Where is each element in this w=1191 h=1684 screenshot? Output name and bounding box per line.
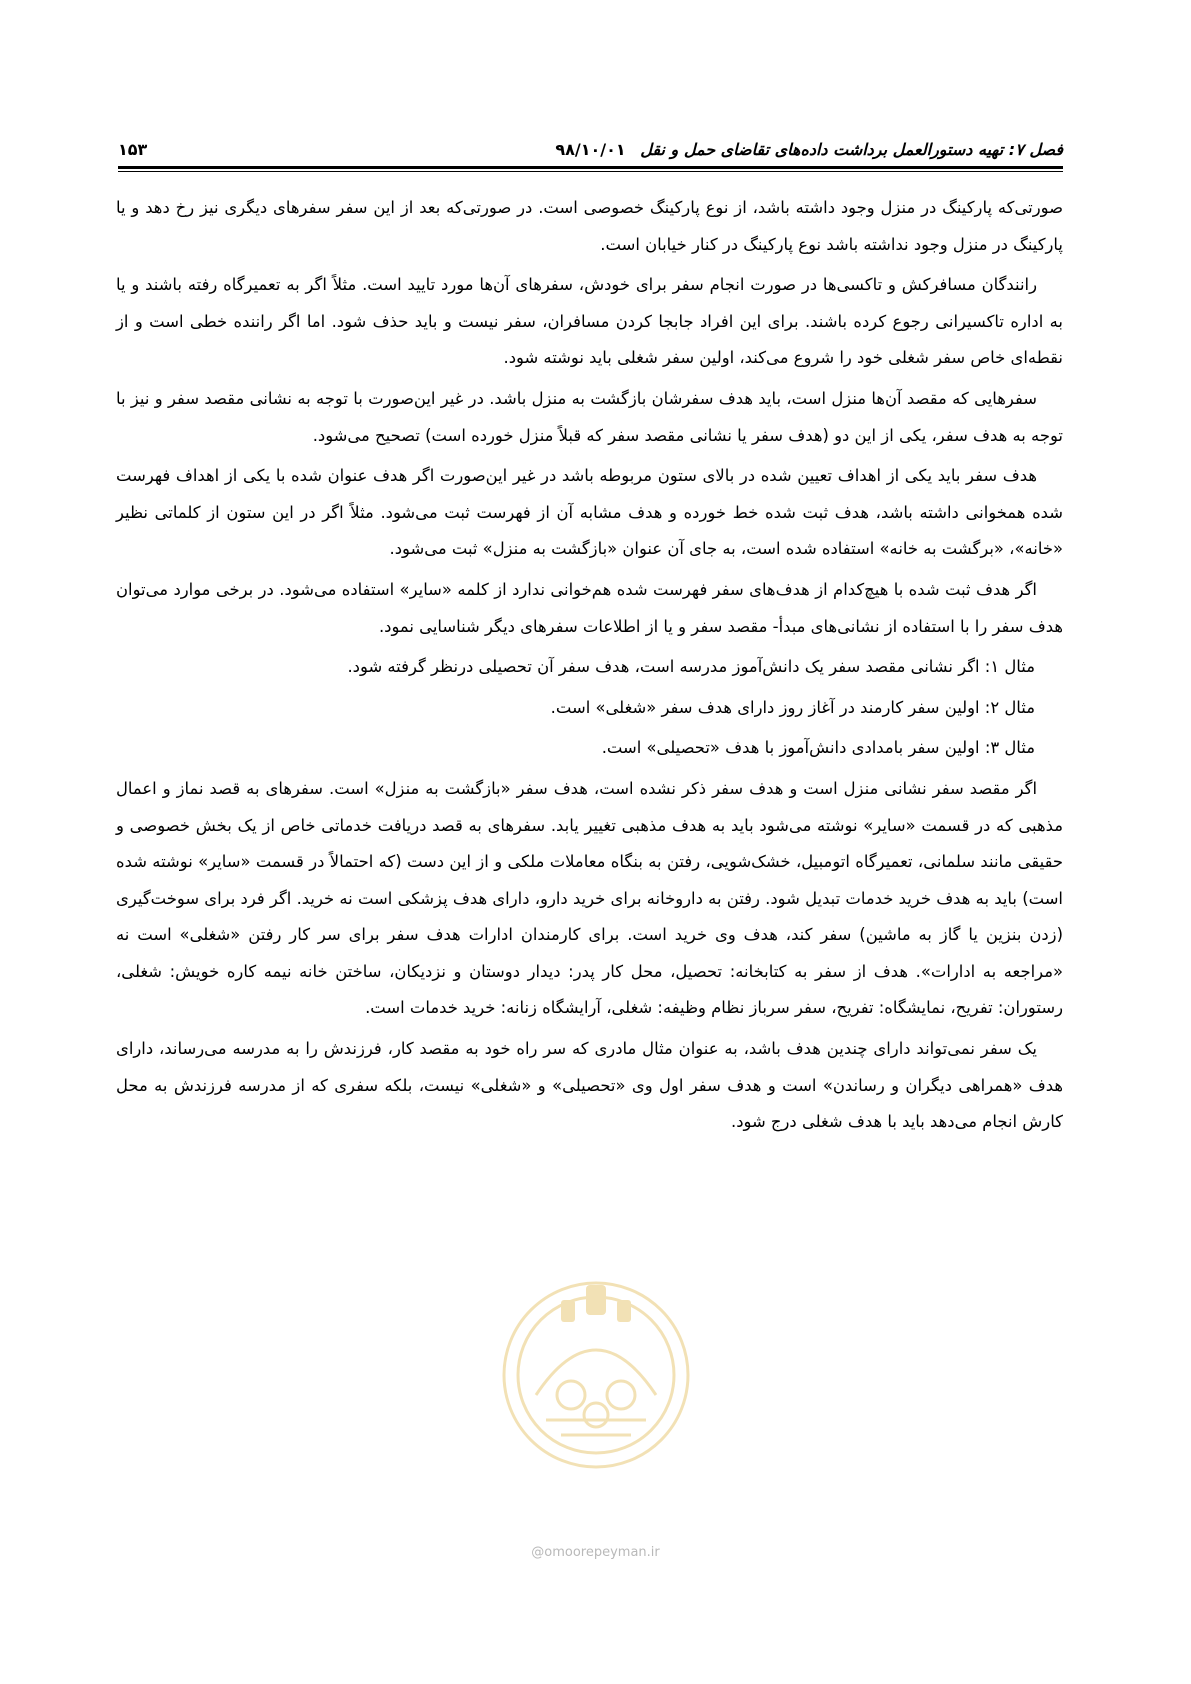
paragraph: اگر هدف ثبت شده با هیچ‌کدام از هدف‌های سفر فهرست شده هم‌خوانی ندارد از کلمه «سایر» استفاده می‌شود. در برخی موارد می‌توان هدف سفر را با استفاده از نشانی‌های مبدأ- مقصد سفر و یا از اطلاعات سفرهای دیگر شناسایی نمود.	[116, 579, 1063, 636]
header-rule-thick	[118, 166, 1063, 169]
watermark-site: @omoorepeyman.ir	[531, 1545, 660, 1560]
paragraph: سفرهایی که مقصد آن‌ها منزل است، باید هدف سفرشان بازگشت به منزل باشد. در غیر این‌صورت با توجه به نشانی مقصد سفر و نیز با توجه به هدف سفر، یکی از این دو (هدف سفر یا نشانی مقصد سفر که قبلاً منزل خورده است) تصحیح می‌شود.	[116, 388, 1063, 445]
watermark-logo-icon	[476, 1245, 716, 1485]
paragraph: اگر مقصد سفر نشانی منزل است و هدف سفر ذکر نشده است، هدف سفر «بازگشت به منزل» است. سفرهای به قصد نماز و اعمال مذهبی که در قسمت «سایر» نوشته می‌شود باید به هدف مذهبی تغییر یابد. سفرهای به قصد دریافت خدماتی خاص از یک بخش خصوصی و حقیقی مانند سلمانی، تعمیرگاه اتومبیل، خشک‌شویی، رفتن به بنگاه معاملات ملکی و از این دست (که احتمالاً در قسمت «سایر» نوشته شده است) باید به هدف خرید خدمات تبدیل شود. رفتن به داروخانه برای خرید دارو، دارای هدف پزشکی است نه خرید. اگر فرد برای سوخت‌گیری (زدن بنزین یا گاز به ماشین) سفر کند، هدف وی خرید است. برای کارمندان ادارات هدف سفر برای سر کار رفتن «شغلی» است نه «مراجعه به ادارات». هدف از سفر به کتابخانه: تحصیل، محل کار پدر: دیدار دوستان و نزدیکان، ساختن خانه نیمه کاره خویش: شغلی، رستوران: تفریح، نمایشگاه: تفریح، سفر سرباز نظام وظیفه: شغلی، آرایشگاه زنانه: خرید خدمات است.	[116, 778, 1063, 1018]
example-item: مثال ۲: اولین سفر کارمند در آغاز روز دارای هدف سفر «شغلی» است.	[550, 697, 1035, 717]
example-item: مثال ۱: اگر نشانی مقصد سفر یک دانش‌آموز مدرسه است، هدف سفر آن تحصیلی درنظر گرفته شود.	[347, 657, 1035, 677]
paragraph: هدف سفر باید یکی از اهداف تعیین شده در بالای ستون مربوطه باشد در غیر این‌صورت اگر هدف عنوان شده با یکی از اهداف فهرست شده همخوانی داشته باشد، هدف ثبت شده خط خورده و هدف مشابه آن از فهرست ثبت می‌شود. مثلاً اگر در این ستون از کلماتی نظیر «خانه»، «برگشت به خانه» استفاده شده است، به جای آن عنوان «بازگشت به منزل» ثبت می‌شود.	[116, 466, 1063, 559]
paragraph: یک سفر نمی‌تواند دارای چندین هدف باشد، به عنوان مثال مادری که سر راه خود به مقصد کار، فرزندش را به مدرسه می‌رساند، دارای هدف «همراهی دیگران و رساندن» است و هدف سفر اول وی «تحصیلی» و «شغلی» نیست، بلکه سفری که از مدرسه فرزندش به محل کارش انجام می‌دهد باید با هدف شغلی درج شود.	[116, 1039, 1063, 1132]
page-header	[118, 132, 1063, 166]
paragraph: رانندگان مسافرکش و تاکسی‌ها در صورت انجام سفر برای خودش، سفرهای آن‌ها مورد تایید است. مثلاً اگر به تعمیرگاه رفته باشند و یا به اداره تاکسیرانی رجوع کرده باشند. برای این افراد جابجا کردن مسافران، سفر نیست و باید حذف شود. اما اگر راننده خطی است و از نقطه‌ای خاص سفر شغلی خود را شروع می‌کند، اولین سفر شغلی باید نوشته شود.	[116, 275, 1063, 368]
example-item: مثال ۳: اولین سفر بامدادی دانش‌آموز با هدف «تحصیلی» است.	[601, 738, 1035, 758]
paragraph: صورتی‌که پارکینگ در منزل وجود داشته باشد، از نوع پارکینگ خصوصی است. در صورتی‌که بعد از این سفر سفرهای دیگری نیز رخ دهد و یا پارکینگ در منزل وجود نداشته باشد نوع پارکینگ در کنار خیابان است.	[116, 198, 1063, 254]
header-date: ۹۸/۱۰/۰۱	[555, 139, 626, 159]
chapter-title: فصل ۷: تهیه دستورالعمل برداشت داده‌های تقاضای حمل و نقل	[640, 139, 1063, 159]
header-rule-thin	[118, 171, 1063, 172]
page-number: ۱۵۳	[118, 139, 148, 159]
body-text	[116, 190, 1063, 1145]
